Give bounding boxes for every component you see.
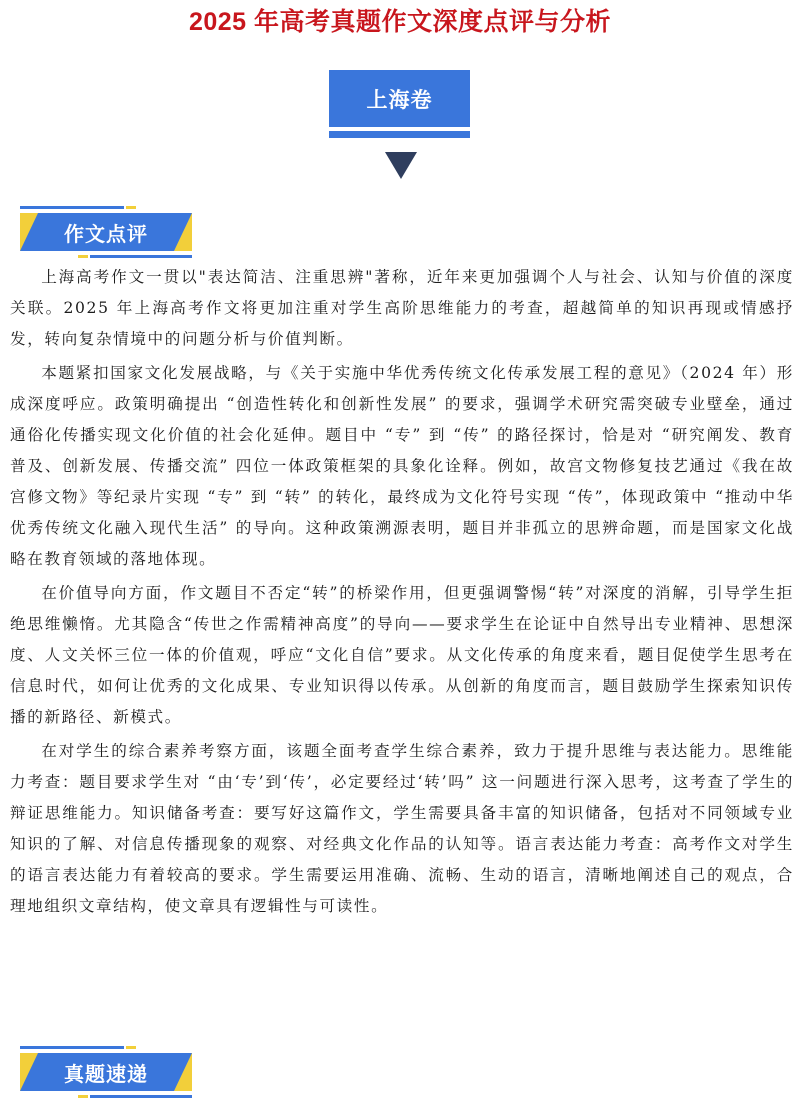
section-tag-exam-questions bbox=[20, 1046, 192, 1100]
tag-decor-accent bbox=[126, 1046, 136, 1049]
tag-decor-accent bbox=[78, 1095, 88, 1098]
paragraph: 在价值导向方面，作文题目不否定“转”的桥梁作用，但更强调警惕“转”对深度的消解，引导学生拒绝思维懒惰。尤其隐含“传世之作需精神高度”的导向——要求学生在论证中自然导出专业精神、思想深度、人文关怀三位一体的价值观，呼应“文化自信”要求。从文化传承的角度来看，题目促使学生思考在信息时代，如何让优秀的文化成果、专业知识得以传承。从创新的角度而言，题目鼓励学生探索知识传播的新路径、新模式。 bbox=[10, 584, 794, 726]
region-label: 上海卷 bbox=[329, 70, 470, 127]
tag-decor-accent bbox=[78, 255, 88, 258]
region-banner bbox=[329, 70, 470, 180]
tag-decor-line bbox=[90, 1095, 192, 1098]
commentary-body bbox=[10, 262, 794, 925]
section-tag-label: 真题速递 bbox=[20, 1053, 192, 1091]
paragraph: 在对学生的综合素养考察方面，该题全面考查学生综合素养，致力于提升思维与表达能力。思维能力考查：题目要求学生对 “由‘专’到‘传’，必定要经过‘转’吗” 这一问题进行深入思考，这考查了学生的辩证思维能力。知识储备考查：要写好这篇作文，学生需要具备丰富的知识储备，包括对不同领域专业知识的了解、对信息传播现象的观察、对经典文化作品的认知等。语言表达能力考查：高考作文对学生的语言表达能力有着较高的要求。学生需要运用准确、流畅、生动的语言，清晰地阐述自己的观点，合理地组织文章结构，使文章具有逻辑性与可读性。 bbox=[10, 742, 794, 915]
tag-decor-line bbox=[90, 255, 192, 258]
tag-decor-accent bbox=[126, 206, 136, 209]
tag-decor-triangle-right bbox=[174, 1053, 192, 1091]
down-triangle-icon bbox=[385, 152, 417, 179]
tag-decor-triangle-left bbox=[20, 1053, 38, 1091]
tag-decor-line bbox=[20, 206, 124, 209]
tag-decor-triangle-right bbox=[174, 213, 192, 251]
tag-decor-triangle-left bbox=[20, 213, 38, 251]
region-underline-divider bbox=[329, 131, 470, 138]
tag-decor-line bbox=[20, 1046, 124, 1049]
page-title: 2025 年高考真题作文深度点评与分析 bbox=[188, 8, 612, 36]
section-tag-commentary bbox=[20, 206, 192, 260]
paragraph: 上海高考作文一贯以"表达简洁、注重思辨"著称，近年来更加强调个人与社会、认知与价值的深度关联。2025 年上海高考作文将更加注重对学生高阶思维能力的考查，超越简单的知识再现或情感抒发，转向复杂情境中的问题分析与价值判断。 bbox=[10, 268, 794, 348]
paragraph: 本题紧扣国家文化发展战略，与《关于实施中华优秀传统文化传承发展工程的意见》（2024 年）形成深度呼应。政策明确提出 “创造性转化和创新性发展” 的要求，强调学术研究需突破专业壁垒，通过通俗化传播实现文化价值的社会化延伸。题目中 “专” 到 “传” 的路径探讨，恰是对 “研究阐发、教育普及、创新发展、传播交流” 四位一体政策框架的具象化诠释。例如，故宫文物修复技艺通过《我在故宫修文物》等纪录片实现 “专” 到 “转” 的转化，最终成为文化符号实现 “传”，体现政策中 “推动中华优秀传统文化融入现代生活” 的导向。这种政策溯源表明，题目并非孤立的思辨命题，而是国家文化战略在教育领域的落地体现。 bbox=[10, 364, 794, 568]
section-tag-label: 作文点评 bbox=[20, 213, 192, 251]
